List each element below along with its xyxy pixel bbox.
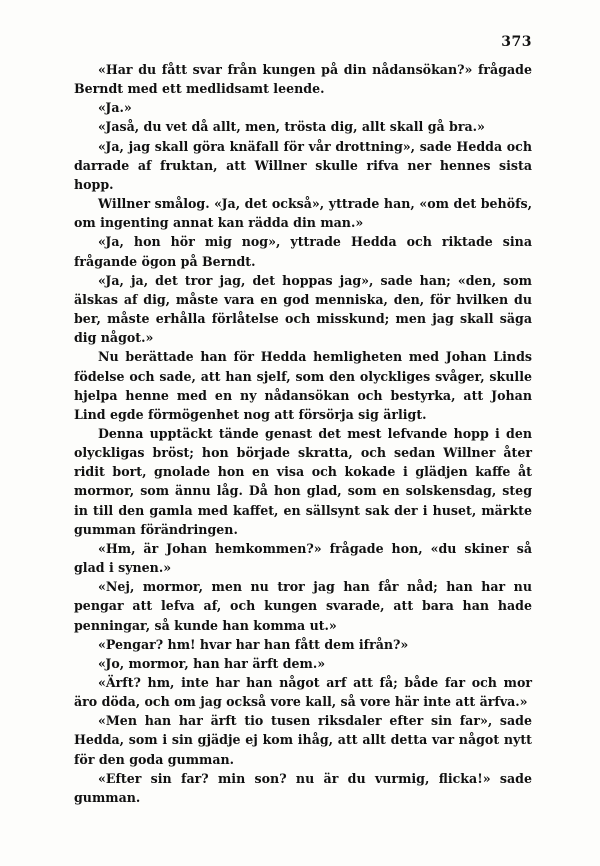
paragraph-16: «Efter sin far? min son? nu är du vurmig, flicka!» sade gumman. bbox=[74, 770, 532, 805]
paragraph-4: «Ja, jag skall göra knäfall för vår drottning», sade Hedda och darrade af fruktan, att Willner skulle rifva ner hennes sista hopp. bbox=[74, 138, 532, 192]
paragraph-1: «Har du fått svar från kungen på din nådansökan?» frågade Berndt med ett medlidsamt leende. bbox=[74, 62, 532, 97]
paragraph-9: Denna upptäckt tände genast det mest lefvande hopp i den olyckligas bröst; hon började skratta, och sedan Willner åter ridit bort, gnolade hon en visa och kokade i glädjen kaffe åt mormor, som ännu låg. Då hon glad, som en solskensdag, steg in till den gamla med kaffet, en sällsynt sak der i huset, märkte gumman förändringen. bbox=[74, 425, 532, 537]
paragraph-8: Nu berättade han för Hedda hemligheten med Johan Linds födelse och sade, att han sjelf, som den olyckliges svåger, skulle hjelpa henne med en ny nådansökan och bestyrka, att Johan Lind egde förmögenhet nog att försörja sig ärligt. bbox=[74, 349, 532, 422]
paragraph-10: «Hm, är Johan hemkommen?» frågade hon, «du skiner så glad i synen.» bbox=[74, 540, 532, 576]
paragraph-11: «Nej, mormor, men nu tror jag han får nåd; han har nu pengar att lefva af, och kungen svarade, att bara han hade penningar, så kunde han komma ut.» bbox=[74, 579, 532, 633]
paragraph-12: «Pengar? hm! hvar har han fått dem ifrån?» bbox=[98, 636, 409, 652]
paragraph-15: «Men han har ärft tio tusen riksdaler efter sin far», sade Hedda, som i sin gjädje ej kom ihåg, att allt detta var något nytt för den goda gumman. bbox=[74, 713, 532, 767]
paragraph-13: «Jo, mormor, han har ärft dem.» bbox=[98, 655, 326, 671]
paragraph-14: «Ärft? hm, inte har han något arf att få; både far och mor äro döda, och om jag också vore kall, så vore här inte att ärfva.» bbox=[74, 675, 532, 710]
paragraph-7: «Ja, ja, det tror jag, det hoppas jag», sade han; «den, som älskas af dig, måste vara en god menniska, den, för hvilken du ber, måste erhålla förlåtelse och misskund; men jag skall säga dig något.» bbox=[74, 272, 532, 346]
paragraph-2: «Ja.» bbox=[98, 100, 132, 116]
paragraph-3: «Jaså, du vet då allt, men, trösta dig, allt skall gå bra.» bbox=[98, 119, 485, 135]
body-text bbox=[74, 60, 532, 807]
paragraph-5: Willner smålog. «Ja, det också», yttrade han, «om det behöfs, om ingenting annat kan rädda din man.» bbox=[74, 196, 532, 231]
page-number: 373 bbox=[501, 34, 532, 50]
paragraph-6: «Ja, hon hör mig nog», yttrade Hedda och riktade sina frågande ögon på Berndt. bbox=[74, 234, 532, 269]
